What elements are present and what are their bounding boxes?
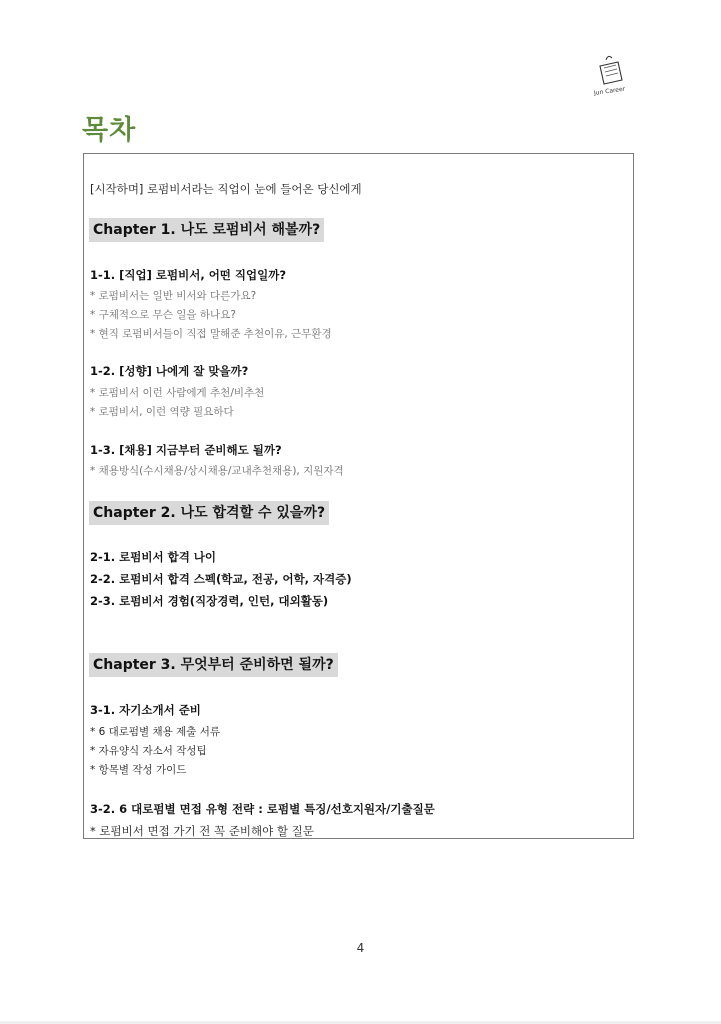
- list-item: * 로펌비서는 일반 비서와 다른가요?: [90, 290, 257, 302]
- list-item: * 로펌비서 면접 가기 전 꼭 준비해야 할 질문: [90, 824, 314, 838]
- section-1-1: 1-1. [직업] 로펌비서, 어떤 직업일까?: [90, 268, 287, 282]
- section-2-2: 2-2. 로펌비서 합격 스펙(학교, 전공, 어학, 자격증): [90, 572, 352, 586]
- section-2-3: 2-3. 로펌비서 경험(직장경력, 인턴, 대외활동): [90, 594, 329, 608]
- list-item: * 현직 로펌비서들이 직접 말해준 추천이유, 근무환경: [90, 328, 332, 340]
- svg-text:Jun Career: Jun Career: [593, 85, 626, 96]
- chapter-2-title: Chapter 2. 나도 합격할 수 있을까?: [89, 501, 329, 525]
- list-item: * 자유양식 자소서 작성팁: [90, 745, 207, 757]
- logo: [588, 50, 632, 96]
- section-1-2: 1-2. [성향] 나에게 잘 맞을까?: [90, 364, 249, 378]
- section-3-2: 3-2. 6 대로펌별 면접 유형 전략 : 로펌별 특징/선호지원자/기출질문: [90, 802, 435, 816]
- intro-line: [시작하며] 로펌비서라는 직업이 눈에 들어온 당신에게: [90, 182, 362, 196]
- list-item: * 로펌비서, 이런 역량 필요하다: [90, 406, 234, 418]
- list-item: * 로펌비서 이런 사람에게 추천/비추천: [90, 387, 265, 399]
- table-of-contents: [83, 153, 634, 839]
- list-item: * 채용방식(수시채용/상시채용/교내추천채용), 지원자격: [90, 465, 344, 477]
- list-item: * 6 대로펌별 채용 제출 서류: [90, 726, 221, 738]
- section-1-3: 1-3. [채용] 지금부터 준비해도 될까?: [90, 443, 282, 457]
- section-2-1: 2-1. 로펌비서 합격 나이: [90, 550, 217, 564]
- page-title: 목차: [82, 115, 137, 146]
- chapter-3-title: Chapter 3. 무엇부터 준비하면 될까?: [89, 653, 338, 677]
- list-item: * 항목별 작성 가이드: [90, 764, 187, 776]
- section-3-1: 3-1. 자기소개서 준비: [90, 703, 201, 717]
- page-number: 4: [356, 941, 365, 955]
- chapter-1-title: Chapter 1. 나도 로펌비서 해볼까?: [89, 218, 324, 242]
- list-item: * 구체적으로 무슨 일을 하나요?: [90, 309, 236, 321]
